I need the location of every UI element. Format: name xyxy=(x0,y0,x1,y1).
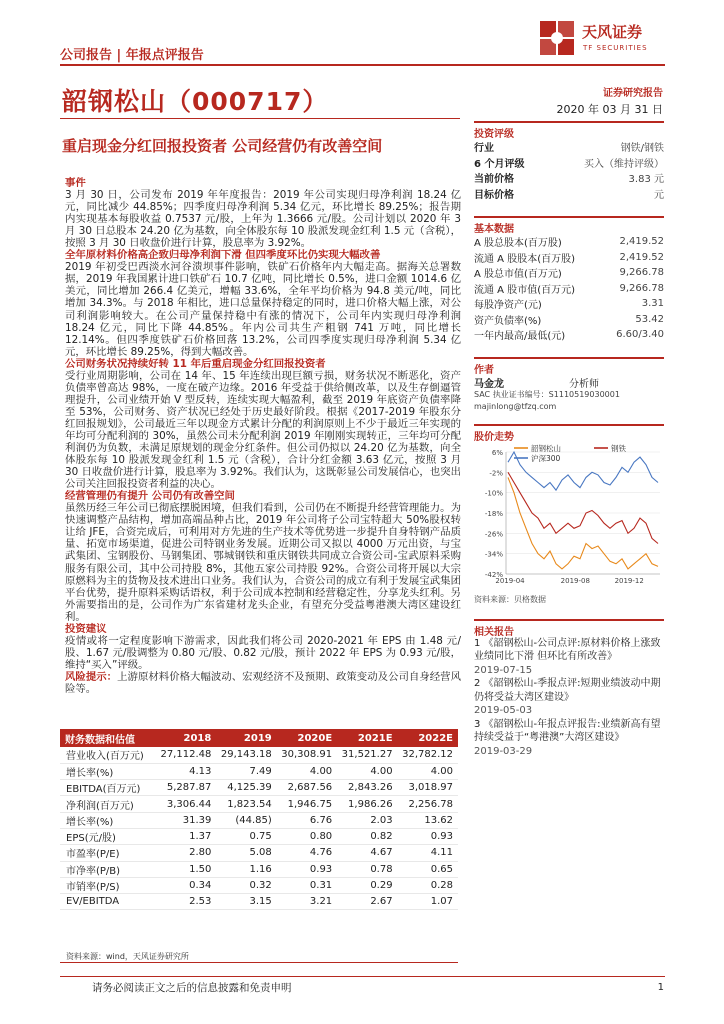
table-row xyxy=(60,845,458,861)
table-row xyxy=(60,828,458,844)
table-row xyxy=(60,763,458,779)
row-label: 增长率(%) xyxy=(60,812,156,828)
table-body xyxy=(60,747,458,910)
basic-value: 2,419.52 xyxy=(619,251,664,263)
row-value: 3,306.44 xyxy=(156,796,216,812)
row-value: 30,308.91 xyxy=(277,747,337,763)
section-heading: 经营管理仍有提升 公司仍有改善空间 xyxy=(65,490,235,503)
table-row xyxy=(60,796,458,812)
row-value: 0.28 xyxy=(398,877,458,893)
x-tick-label: 2019-04 xyxy=(495,576,525,585)
row-value: 1.07 xyxy=(398,894,458,910)
table-source: 资料来源：wind，天风证券研究所 xyxy=(66,952,189,961)
row-value: 1.37 xyxy=(156,828,216,844)
row-value: 4,125.39 xyxy=(216,780,276,796)
analyst-role: 分析师 xyxy=(569,378,599,390)
related-item[interactable] xyxy=(474,677,664,718)
table-header-cell: 2019 xyxy=(216,729,276,747)
row-value: 1,986.26 xyxy=(337,796,397,812)
row-label: 增长率(%) xyxy=(60,763,156,779)
related-title[interactable]: 1 《韶钢松山-公司点评:原材料价格上涨致业绩同比下滑 但环比有所改善》 xyxy=(474,637,661,662)
table-row xyxy=(60,861,458,877)
row-label: 市净率(P/B) xyxy=(60,861,156,877)
basic-key: 一年内最高/最低(元) xyxy=(474,331,566,343)
row-value: 1.16 xyxy=(216,861,276,877)
basic-row xyxy=(474,296,664,312)
row-value: 2.80 xyxy=(156,845,216,861)
table-header-cell: 财务数据和估值 xyxy=(60,729,156,747)
row-value: 4.00 xyxy=(337,763,397,779)
row-value: 2,843.26 xyxy=(337,780,397,796)
related-item[interactable] xyxy=(474,637,664,678)
rating-key: 当前价格 xyxy=(474,174,514,186)
basic-key: 流通 A 股股本(百万股) xyxy=(474,253,576,265)
row-value: 1.50 xyxy=(156,861,216,877)
price-chart-svg xyxy=(474,442,664,592)
row-value: 3.21 xyxy=(277,894,337,910)
rating-value: 买入（维持评级） xyxy=(584,158,664,170)
risk-text: 上游原材料价格大幅波动、宏观经济不及预期、政策变动及公司自身经营风险等。 xyxy=(65,670,461,695)
y-tick-label: -2% xyxy=(489,468,503,477)
related-date: 2019-05-03 xyxy=(474,705,533,716)
row-value: 4.11 xyxy=(398,845,458,861)
row-value: 32,782.12 xyxy=(398,747,458,763)
row-label: 净利润(百万元) xyxy=(60,796,156,812)
table-row xyxy=(60,780,458,796)
analyst-email[interactable]: majinlong@tfzq.com xyxy=(474,401,557,411)
table-row xyxy=(60,747,458,763)
basic-key: A 股总股本(百万股) xyxy=(474,238,562,250)
row-value: 4.76 xyxy=(277,845,337,861)
basic-value: 53.42 xyxy=(635,313,664,325)
basic-value: 9,266.78 xyxy=(619,282,664,294)
table-row xyxy=(60,812,458,828)
row-value: 0.31 xyxy=(277,877,337,893)
row-value: 4.13 xyxy=(156,763,216,779)
basic-row xyxy=(474,234,664,250)
y-tick-label: -42% xyxy=(484,570,503,579)
y-tick-label: -10% xyxy=(484,489,503,498)
section-heading: 投资建议 xyxy=(65,622,107,635)
chart-heading: 股价走势 xyxy=(474,424,664,442)
chart-source: 资料来源：贝格数据 xyxy=(474,594,546,604)
related-reports xyxy=(474,637,664,759)
related-date: 2019-07-15 xyxy=(474,664,533,676)
basic-value: 3.31 xyxy=(641,298,664,310)
row-value: 0.82 xyxy=(337,828,397,844)
row-value: 2.03 xyxy=(337,812,397,828)
rating-list xyxy=(474,139,664,201)
author-heading: 作者 xyxy=(474,357,664,375)
basic-data-list xyxy=(474,234,664,343)
basic-row xyxy=(474,281,664,297)
rating-row xyxy=(474,170,664,186)
footer-divider xyxy=(60,976,665,977)
section-text: 3 月 30 日，公司发布 2019 年年度报告：2019 年公司实现归母净利润 18.24 亿元，同比减少 44.85%；四季度归母净利润 5.34 亿元，环比增长 89.25%；报告期内实现基本每股收益 0.7537 元/股，上年为 1.3666 元/股。公司计划以 2020 年 3 月 30 日总股本 24.20 亿为基数，向全体股东每 10 股派发现金红利 1.5 元（含税），按照 3 月 30 日收盘价进行计算，股息率为 3.92%。 xyxy=(65,189,461,250)
rating-value: 钢铁/钢铁 xyxy=(620,143,664,155)
y-tick-label: -34% xyxy=(484,550,503,559)
row-value: 0.65 xyxy=(398,861,458,877)
row-value: 4.00 xyxy=(398,763,458,779)
price-chart xyxy=(474,442,664,592)
report-date: 2020 年 03 月 31 日 xyxy=(556,103,663,116)
rating-row xyxy=(474,155,664,171)
basic-row xyxy=(474,312,664,328)
table-header-cell: 2021E xyxy=(337,729,397,747)
financial-table xyxy=(60,729,458,910)
row-value: 2,256.78 xyxy=(398,796,458,812)
rating-key: 目标价格 xyxy=(474,189,514,201)
analyst-sac: SAC 执业证书编号：S1110519030001 xyxy=(474,389,620,399)
risk-warning xyxy=(65,671,461,695)
row-value: 0.80 xyxy=(277,828,337,844)
table-header-cell: 2020E xyxy=(277,729,337,747)
row-value: 2.53 xyxy=(156,894,216,910)
row-label: 市销率(P/S) xyxy=(60,877,156,893)
legend-label: 韶钢松山 xyxy=(531,443,561,453)
rating-row xyxy=(474,186,664,202)
row-value: 2.67 xyxy=(337,894,397,910)
row-value: 0.78 xyxy=(337,861,397,877)
row-value: 31,521.27 xyxy=(337,747,397,763)
table-header-cell: 2022E xyxy=(398,729,458,747)
section-heading: 全年原材料价格高企致归母净利润下滑 但四季度环比仍实现大幅改善 xyxy=(65,249,381,262)
related-date: 2019-03-29 xyxy=(474,745,533,757)
basic-value: 6.60/3.40 xyxy=(616,329,664,341)
table-header-cell: 2018 xyxy=(156,729,216,747)
table-divider xyxy=(60,962,458,963)
basic-key: 流通 A 股市值(百万元) xyxy=(474,284,576,296)
logo-name-cn: 天风证券 xyxy=(582,23,643,41)
row-value: 0.34 xyxy=(156,877,216,893)
row-value: 3,018.97 xyxy=(398,780,458,796)
row-value: 6.76 xyxy=(277,812,337,828)
title-divider xyxy=(60,118,460,119)
row-value: 13.62 xyxy=(398,812,458,828)
section-heading: 事件 xyxy=(65,177,86,189)
section-text: 受行业周期影响，公司在 14 年、15 年连续出现巨额亏损，财务状况不断恶化，资产负债率曾高达 98%，一度在破产边缘。2016 年受益于供给侧改革，以及生存倒逼管理提升，公司业绩开始 V 型反转，连续实现大幅盈利，截至 2019 年底资产负债率降至 53%，公司财务、资产状况已经处于历史最好阶段。根据《2017-2019 年股东分红回报规划》，公司最近三年以现金方式累计分配的利润原则上不少于最近三年实现的年均可分配利润的 30%，虽然公司未分配利润 2019 年刚刚实现转正，三年均可分配利润仍为负数，未满足原规划的现金分红条件。但公司仍拟以 24.20 亿为基数，向全体股东每 10 股派发现金红利 1.5 元（含税），合计分红金额 3.63 亿元，按照 3 月 30 日收盘价进行计算，股息率为 3.92%。我们认为，这既彰显公司发展信心，也突出公司关注回报投资者利益的决心。 xyxy=(65,369,461,491)
legend-label: 钢铁 xyxy=(611,443,626,453)
x-tick-label: 2019-12 xyxy=(614,576,644,585)
row-value: 0.32 xyxy=(216,877,276,893)
table-header-row xyxy=(60,729,458,747)
row-value: 2,687.56 xyxy=(277,780,337,796)
basic-data-heading: 基本数据 xyxy=(474,216,664,234)
related-item[interactable] xyxy=(474,718,664,759)
analyst-name: 马金龙 xyxy=(474,378,504,390)
stock-title: 韶钢松山（000717） xyxy=(62,87,329,116)
row-label: 市盈率(P/E) xyxy=(60,845,156,861)
basic-value: 9,266.78 xyxy=(619,267,664,279)
rating-value: 3.83 元 xyxy=(628,174,664,186)
row-label: EV/EBITDA xyxy=(60,894,156,910)
report-body xyxy=(65,177,461,695)
basic-key: A 股总市值(百万元) xyxy=(474,269,562,281)
row-value: 0.29 xyxy=(337,877,397,893)
rating-row xyxy=(474,139,664,155)
report-type: 证券研究报告 xyxy=(603,88,663,99)
report-category: 公司报告 | 年报点评报告 xyxy=(60,48,204,63)
basic-row xyxy=(474,265,664,281)
row-value: 29,143.18 xyxy=(216,747,276,763)
row-value: 5.08 xyxy=(216,845,276,861)
row-value: 0.93 xyxy=(277,861,337,877)
row-label: 营业收入(百万元) xyxy=(60,747,156,763)
related-title[interactable]: 3 《韶钢松山-年报点评报告:业绩新高有望持续受益于“粤港澳”大湾区建设》 xyxy=(474,718,661,743)
rating-key: 行业 xyxy=(474,143,494,155)
rating-key: 6 个月评级 xyxy=(474,158,525,170)
basic-key: 每股净资产(元) xyxy=(474,300,542,312)
series-line-0 xyxy=(508,477,658,569)
section-text: 虽然历经三年公司已彻底摆脱困境，但我们看到，公司仍在不断提升经营管理能力。为快速调整产品结构，增加高端品种占比，2019 年公司将子公司宝特超大 50%股权转让给 JFE，合资完成后，可利用对方先进的生产技术等优势进一步提升自身特钢产品质量、拓宽市场渠道，促进公司特钢业务发展。近期公司又拟以 4000 万元出资，与宝武集团、宝钢股份、马钢集团、鄂城钢铁和重庆钢铁共同成立合资公司-宝武原料采购服务有限公司，其中公司持股 8%，其他五家公司持股 92%。合资公司将开展以大宗原燃料为主的货物及技术进出口业务。我们认为，合资公司的成立有利于发展宝武集团平台优势，提升原料采购话语权，利于公司成本控制和经营稳定性，分享龙头红利。另外需要指出的是，公司作为广东省建材龙头企业，有望充分受益粤港澳大湾区建设红利。 xyxy=(65,502,461,623)
section-text: 2019 年初受巴西淡水河谷溃坝事件影响，铁矿石价格年内大幅走高。据海关总署数据，2019 年我国累计进口铁矿石 10.7 亿吨，同比增长 0.5%，进口金额 1014.6 亿美元，同比增加 266.4 亿美元，增幅 33.6%，全年平均价格为 94.8 美元/吨，同比增加 34.3%。与 2018 年相比，进口总量保持稳定的同时，进口价格大幅上涨，对公司利润影响较大。在公司产量保持稳中有涨的情况下，公司年内实现归母净利润 18.24 亿元，同比下降 44.85%。年内公司共生产粗钢 741 万吨，同比增长 12.14%。但四季度铁矿石价格回落 13.2%，公司四季度实现归母净利润 5.34 亿元，环比增长 89.25%，得到大幅改善。 xyxy=(65,261,461,358)
report-headline: 重启现金分红回报投资者 公司经营仍有改善空间 xyxy=(62,137,383,155)
y-tick-label: 6% xyxy=(491,448,503,457)
row-value: 0.75 xyxy=(216,828,276,844)
row-value: 0.93 xyxy=(398,828,458,844)
row-label: EBITDA(百万元) xyxy=(60,780,156,796)
row-value: 4.67 xyxy=(337,845,397,861)
footer-disclaimer[interactable]: 请务必阅读正文之后的信息披露和免责申明 xyxy=(92,982,292,994)
row-value: 5,287.87 xyxy=(156,780,216,796)
y-tick-label: -26% xyxy=(484,529,503,538)
related-title[interactable]: 2 《韶钢松山-季报点评:短期业绩波动中期仍将受益大湾区建设》 xyxy=(474,678,661,703)
row-value: 4.00 xyxy=(277,763,337,779)
logo-name-en: TF SECURITIES xyxy=(583,44,648,52)
basic-key: 资产负债率(%) xyxy=(474,315,542,327)
row-value: 1,946.75 xyxy=(277,796,337,812)
basic-value: 2,419.52 xyxy=(619,236,664,248)
legend-label: 沪深300 xyxy=(531,453,561,463)
table-row xyxy=(60,894,458,910)
basic-row xyxy=(474,327,664,343)
rating-value: 元 xyxy=(654,189,664,201)
page-number: 1 xyxy=(657,982,664,993)
y-tick-label: -18% xyxy=(484,509,503,518)
analyst-block xyxy=(474,375,664,411)
sidebar xyxy=(474,121,664,758)
x-tick-label: 2019-08 xyxy=(560,576,590,585)
table-row xyxy=(60,877,458,893)
rating-heading: 投资评级 xyxy=(474,121,664,139)
row-label: EPS(元/股) xyxy=(60,828,156,844)
row-value: 27,112.48 xyxy=(156,747,216,763)
row-value: 3.15 xyxy=(216,894,276,910)
section-heading: 公司财务状况持续好转 11 年后重启现金分红回报投资者 xyxy=(65,357,326,370)
row-value: 1,823.54 xyxy=(216,796,276,812)
tf-logo-mark-icon xyxy=(540,21,574,55)
basic-row xyxy=(474,250,664,266)
row-value: 31.39 xyxy=(156,812,216,828)
section-text: 疫情或将一定程度影响下游需求，因此我们将公司 2020-2021 年 EPS 由 1.48 元/股、1.67 元/股调整为 0.80 元/股、0.82 元/股，预计 2022 年 EPS 为 0.93 元/股，维持“买入”评级。 xyxy=(65,634,461,671)
row-value: 7.49 xyxy=(216,763,276,779)
related-heading: 相关报告 xyxy=(474,619,664,637)
row-value: (44.85) xyxy=(216,812,276,828)
risk-label: 风险提示： xyxy=(65,670,118,683)
header-divider xyxy=(60,64,665,66)
